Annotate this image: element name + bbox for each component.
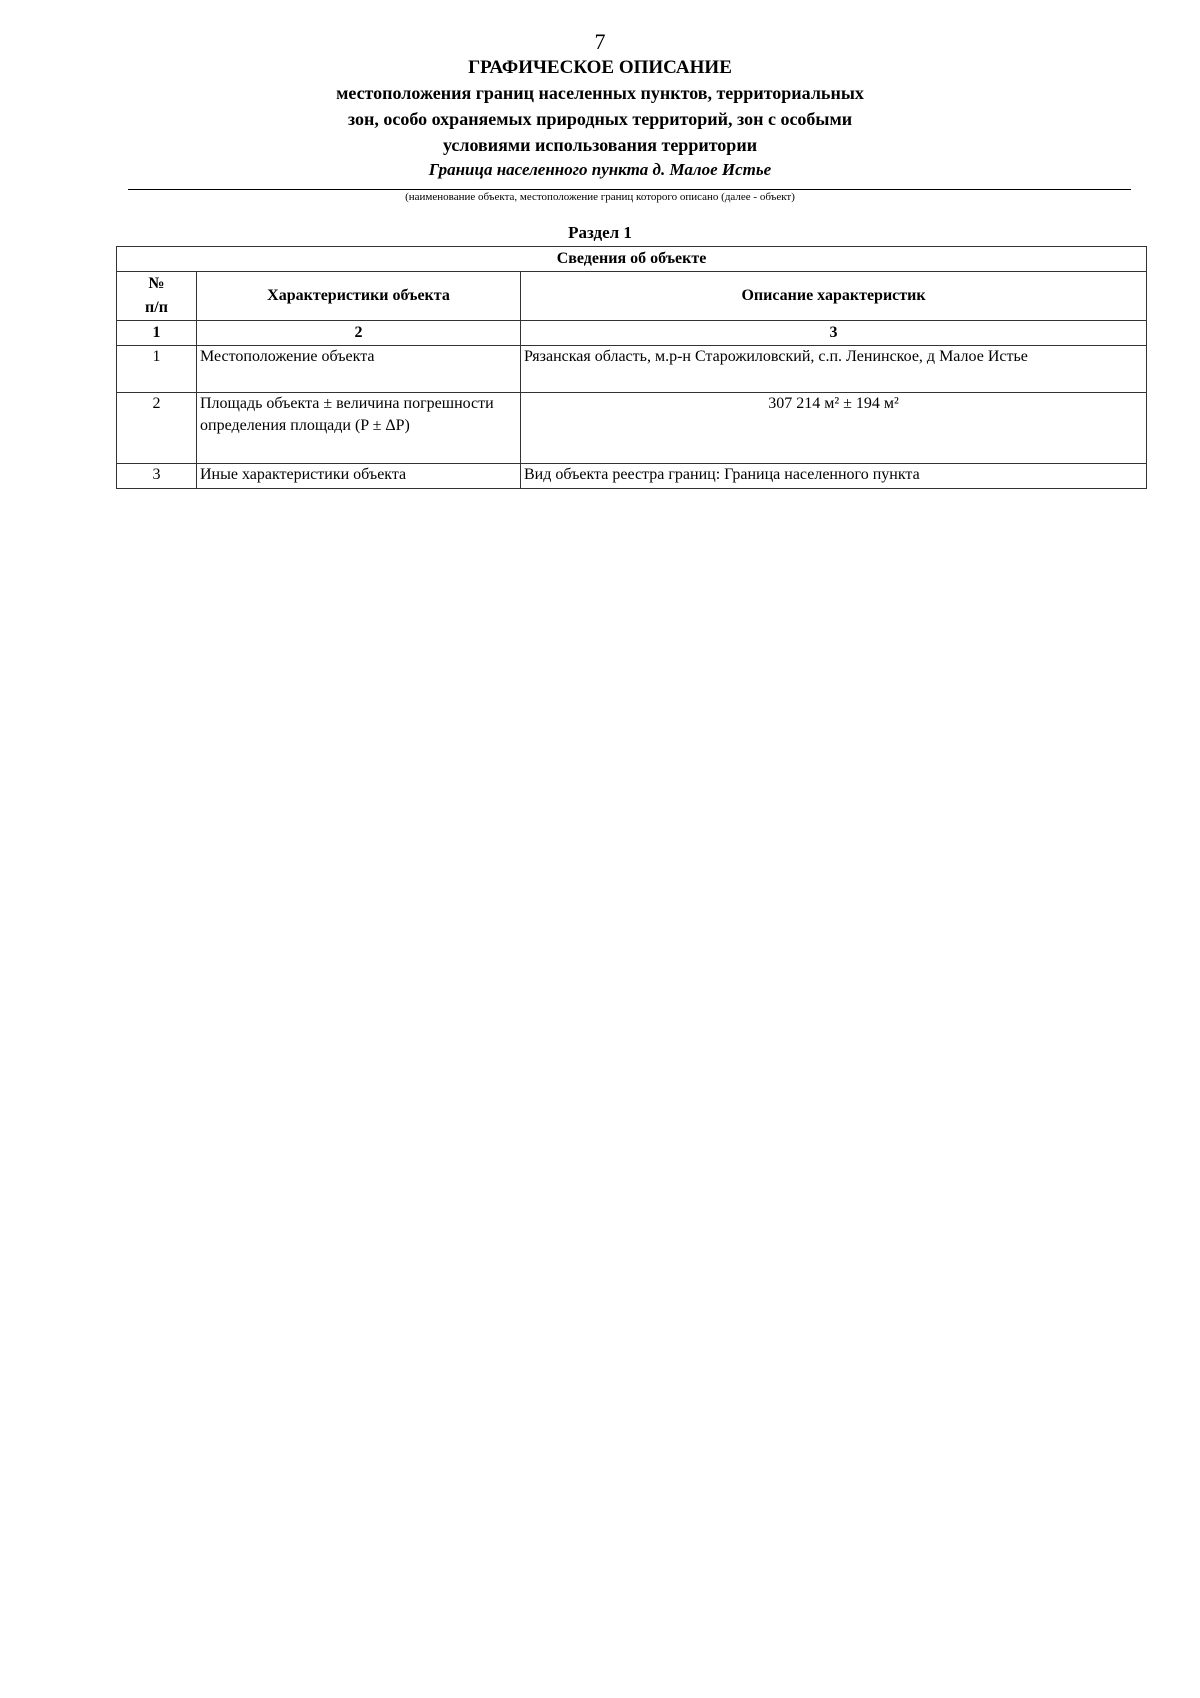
row-description: Рязанская область, м.р-н Старожиловский, с.п. Ленинское, д Малое Истье	[521, 346, 1147, 393]
column-header-number: № п/п	[117, 272, 197, 321]
row-description: 307 214 м² ± 194 м²	[521, 393, 1147, 464]
document-subtitle: местоположения границ населенных пунктов, территориальных зон, особо охраняемых природных территорий, зон с особыми условиями использования территории	[336, 83, 864, 155]
table-row	[117, 393, 1147, 464]
table-row	[117, 346, 1147, 393]
column-number: 1	[117, 321, 197, 346]
column-number: 2	[197, 321, 521, 346]
column-header-description: Описание характеристик	[521, 272, 1147, 321]
document-title: ГРАФИЧЕСКОЕ ОПИСАНИЕ	[468, 57, 732, 78]
row-characteristic: Иные характеристики объекта	[197, 464, 521, 489]
row-description: Вид объекта реестра границ: Граница населенного пункта	[521, 464, 1147, 489]
column-header-characteristic: Характеристики объекта	[197, 272, 521, 321]
column-number-row	[117, 321, 1147, 346]
row-characteristic: Площадь объекта ± величина погрешности определения площади (P ± ΔP)	[197, 393, 521, 464]
page-number: 7	[594, 29, 606, 54]
column-number: 3	[521, 321, 1147, 346]
row-number: 2	[117, 393, 197, 464]
object-name: Граница населенного пункта д. Малое Истье	[428, 160, 772, 179]
object-info-table	[116, 246, 1147, 489]
row-number: 1	[117, 346, 197, 393]
table-header-row	[117, 272, 1147, 321]
table-caption: Сведения об объекте	[117, 247, 1147, 272]
table-caption-row	[117, 247, 1147, 272]
row-characteristic: Местоположение объекта	[197, 346, 521, 393]
object-name-underline	[128, 189, 1131, 190]
table-row	[117, 464, 1147, 489]
row-number: 3	[117, 464, 197, 489]
document-header	[150, 56, 1050, 181]
object-name-caption: (наименование объекта, местоположение границ которого описано (далее - объект)	[405, 191, 795, 203]
section-title: Раздел 1	[568, 223, 632, 242]
